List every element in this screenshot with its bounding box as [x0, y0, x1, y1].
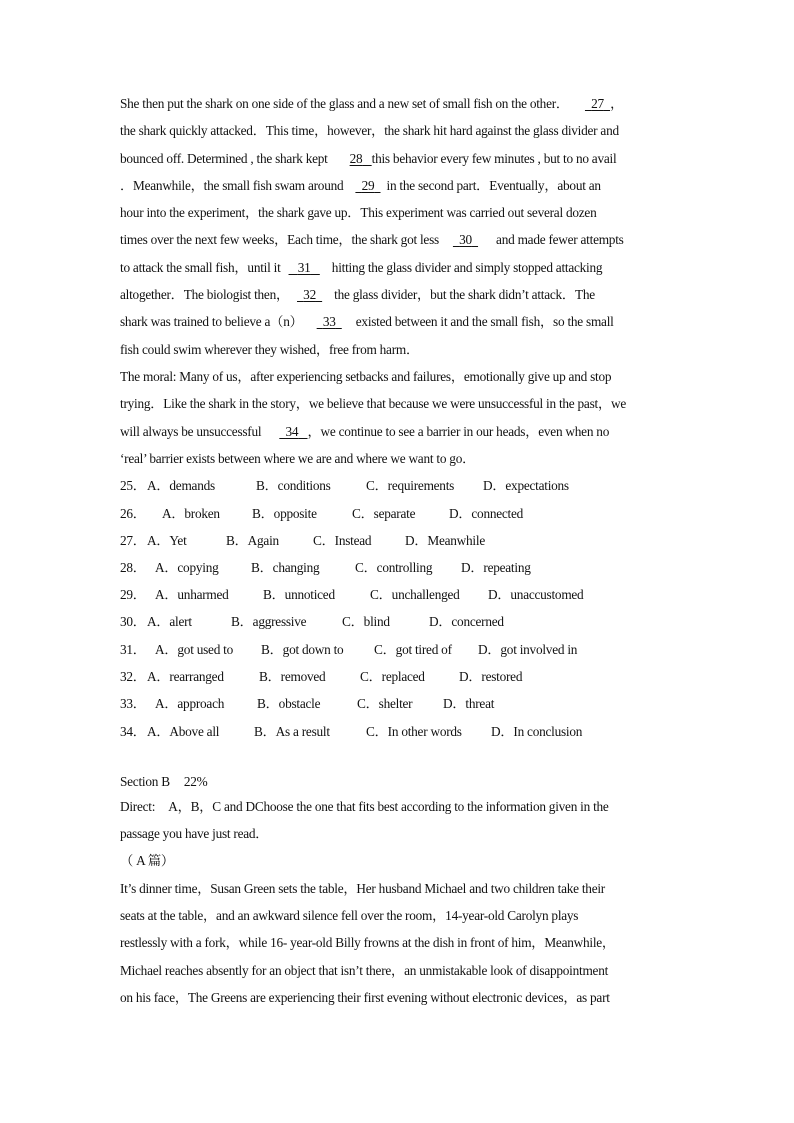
option-a[interactable]: A．unharmed — [155, 587, 229, 602]
option-b[interactable]: B．changing — [251, 560, 320, 575]
passage-line: shark was trained to believe a（n） 33 existed between it and the small fish，so the small — [120, 314, 614, 329]
article-line: seats at the table，and an awkward silence fell over the room，14-year-old Carolyn plays — [120, 908, 579, 923]
question-30 — [120, 608, 680, 635]
part-label: （ A 篇） — [120, 853, 174, 868]
question-34 — [120, 718, 680, 745]
moral-line: The moral: Many of us，after experiencing setbacks and failures，emotionally give up and stop — [120, 369, 612, 384]
option-a[interactable]: A．Yet — [147, 533, 187, 548]
option-a[interactable]: A．broken — [162, 506, 220, 521]
option-d[interactable]: D．repeating — [461, 560, 531, 575]
option-c[interactable]: C．separate — [352, 506, 416, 521]
option-d[interactable]: D．concerned — [429, 614, 504, 629]
section-score: 22% — [183, 774, 208, 789]
option-d[interactable]: D．expectations — [483, 478, 569, 493]
option-c[interactable]: C．In other words — [366, 724, 462, 739]
question-25 — [120, 472, 680, 499]
option-c[interactable]: C．got tired of — [374, 642, 452, 657]
blank-32: 32 — [303, 287, 316, 302]
question-number: 31． — [120, 642, 146, 657]
option-d[interactable]: D．got involved in — [478, 642, 578, 657]
question-number: 28． — [120, 560, 146, 575]
question-number: 32． — [120, 669, 146, 684]
question-number: 33． — [120, 696, 146, 711]
passage-line: ．Meanwhile，the small fish swam around 29 in the second part．Eventually，about an — [120, 178, 601, 193]
blank-31: 31 — [297, 260, 311, 275]
passage-line: She then put the shark on one side of the glass and a new set of small fish on the other． 27 ， — [120, 96, 624, 111]
article-line: on his face，The Greens are experiencing their first evening without electronic devices，as part — [120, 990, 610, 1005]
option-c[interactable]: C．replaced — [360, 669, 425, 684]
section-b-heading — [120, 768, 207, 795]
option-d[interactable]: D．connected — [449, 506, 524, 521]
option-b[interactable]: B．unnoticed — [263, 587, 335, 602]
question-28 — [120, 554, 680, 581]
option-c[interactable]: C．unchallenged — [370, 587, 460, 602]
article-line: Michael reaches absently for an object that isn’t there，an unmistakable look of disappointment — [120, 963, 609, 978]
option-a[interactable]: A．got used to — [155, 642, 234, 657]
question-number: 29． — [120, 587, 146, 602]
question-number: 25． — [120, 478, 146, 493]
question-number: 30． — [120, 614, 146, 629]
option-c[interactable]: C．shelter — [357, 696, 413, 711]
section-title: Section B — [120, 774, 170, 789]
question-29 — [120, 581, 680, 608]
option-b[interactable]: B．aggressive — [231, 614, 307, 629]
passage-line: to attack the small fish，until it 31 hitting the glass divider and simply stopped attacking — [120, 260, 603, 275]
passage-line: hour into the experiment，the shark gave up．This experiment was carried out several dozen — [120, 205, 597, 220]
question-number: 34． — [120, 724, 146, 739]
directions-line: passage you have just read． — [120, 826, 269, 841]
moral-line: trying．Like the shark in the story，we believe that because we were unsuccessful in the past，we — [120, 396, 626, 411]
blank-28: 28 — [349, 151, 363, 166]
passage-line: altogether．The biologist then， 32 the glass divider，but the shark didn’t attack．The — [120, 287, 595, 302]
option-c[interactable]: C．requirements — [366, 478, 455, 493]
passage-line: the shark quickly attacked．This time，however，the shark hit hard against the glass divider and — [120, 123, 619, 138]
question-27 — [120, 527, 680, 554]
option-a[interactable]: A．rearranged — [147, 669, 224, 684]
directions-line: Direct: A，B，C and DChoose the one that fits best according to the information given in the — [120, 799, 609, 814]
option-b[interactable]: B．Again — [226, 533, 279, 548]
option-d[interactable]: D．threat — [443, 696, 495, 711]
question-26 — [120, 500, 680, 527]
blank-30: 30 — [459, 232, 472, 247]
moral-line: will always be unsuccessful 34 ，we continue to see a barrier in our heads，even when no — [120, 424, 610, 439]
question-33 — [120, 690, 680, 717]
passage-line: bounced off. Determined , the shark kept 28 this behavior every few minutes , but to no avail — [120, 151, 617, 166]
moral-line: ‘real’ barrier exists between where we are and where we want to go． — [120, 451, 476, 466]
passage-line: times over the next few weeks，Each time，the shark got less 30 and made fewer attempts — [120, 232, 624, 247]
option-a[interactable]: A．copying — [155, 560, 219, 575]
option-c[interactable]: C．Instead — [313, 533, 372, 548]
option-d[interactable]: D．restored — [459, 669, 523, 684]
option-a[interactable]: A．demands — [147, 478, 215, 493]
option-b[interactable]: B．obstacle — [257, 696, 321, 711]
option-b[interactable]: B．conditions — [256, 478, 331, 493]
option-d[interactable]: D．unaccustomed — [488, 587, 584, 602]
question-number: 27． — [120, 533, 146, 548]
question-number: 26． — [120, 506, 146, 521]
option-c[interactable]: C．blind — [342, 614, 390, 629]
blank-33: 33 — [322, 314, 336, 329]
option-c[interactable]: C．controlling — [355, 560, 433, 575]
blank-29: 29 — [361, 178, 375, 193]
question-32 — [120, 663, 680, 690]
option-a[interactable]: A．Above all — [147, 724, 220, 739]
blank-27: 27 — [591, 96, 604, 111]
blank-34: 34 — [285, 424, 299, 439]
option-b[interactable]: B．removed — [259, 669, 326, 684]
option-b[interactable]: B．As a result — [254, 724, 330, 739]
article-line: restlessly with a fork，while 16- year-old Billy frowns at the dish in front of him，Meanwhile， — [120, 935, 615, 950]
option-a[interactable]: A．approach — [155, 696, 225, 711]
passage-line: fish could swim wherever they wished，free from harm． — [120, 342, 420, 357]
option-b[interactable]: B．got down to — [261, 642, 344, 657]
question-31 — [120, 636, 680, 663]
article-line: It’s dinner time，Susan Green sets the table，Her husband Michael and two children take their — [120, 881, 605, 896]
option-d[interactable]: D．Meanwhile — [405, 533, 485, 548]
option-a[interactable]: A．alert — [147, 614, 192, 629]
option-d[interactable]: D．In conclusion — [491, 724, 583, 739]
option-b[interactable]: B．opposite — [252, 506, 317, 521]
